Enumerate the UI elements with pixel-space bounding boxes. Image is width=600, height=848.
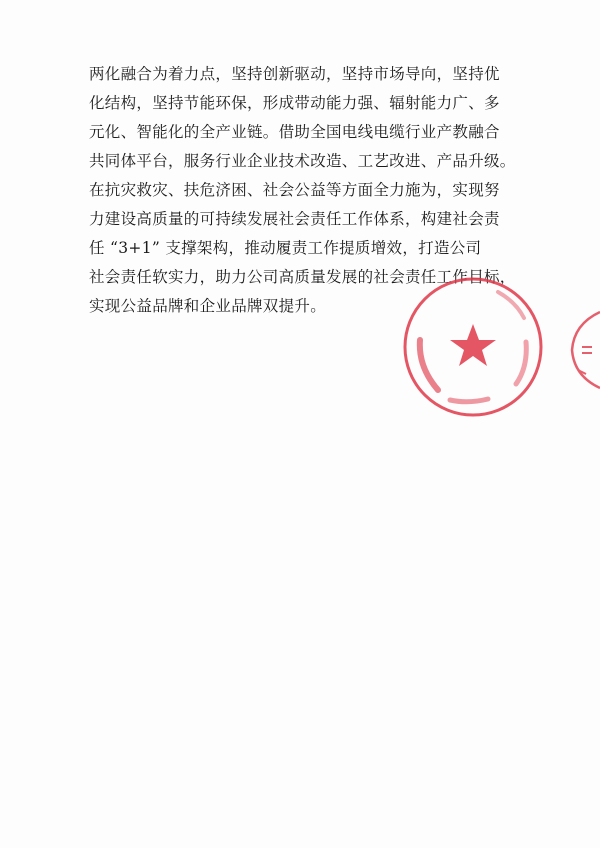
text-line: 元化、智能化的全产业链。借助全国电线电缆行业产教融合 (89, 123, 500, 141)
text-line: 社会责任软实力，助力公司高质量发展的社会责任工作目标， (89, 268, 516, 286)
body-paragraph (89, 60, 529, 321)
text-line: 力建设高质量的可持续发展社会责任工作体系，构建社会责 (89, 210, 500, 228)
text-line: 两化融合为着力点，坚持创新驱动，坚持市场导向，坚持优 (89, 65, 500, 83)
text-line: 实现公益品牌和企业品牌双提升。 (89, 297, 327, 315)
seam-seal-fragment (566, 310, 600, 390)
text-line: 在抗灾救灾、扶危济困、社会公益等方面全力施为，实现努 (89, 181, 500, 199)
text-line: 共同体平台，服务行业企业技术改造、工艺改进、产品升级。 (89, 152, 516, 170)
text-line: 化结构，坚持节能环保，形成带动能力强、辐射能力广、多 (89, 94, 500, 112)
text-line: 任 “3+1” 支撑架构，推动履责工作提质增效，打造公司 (89, 239, 482, 257)
